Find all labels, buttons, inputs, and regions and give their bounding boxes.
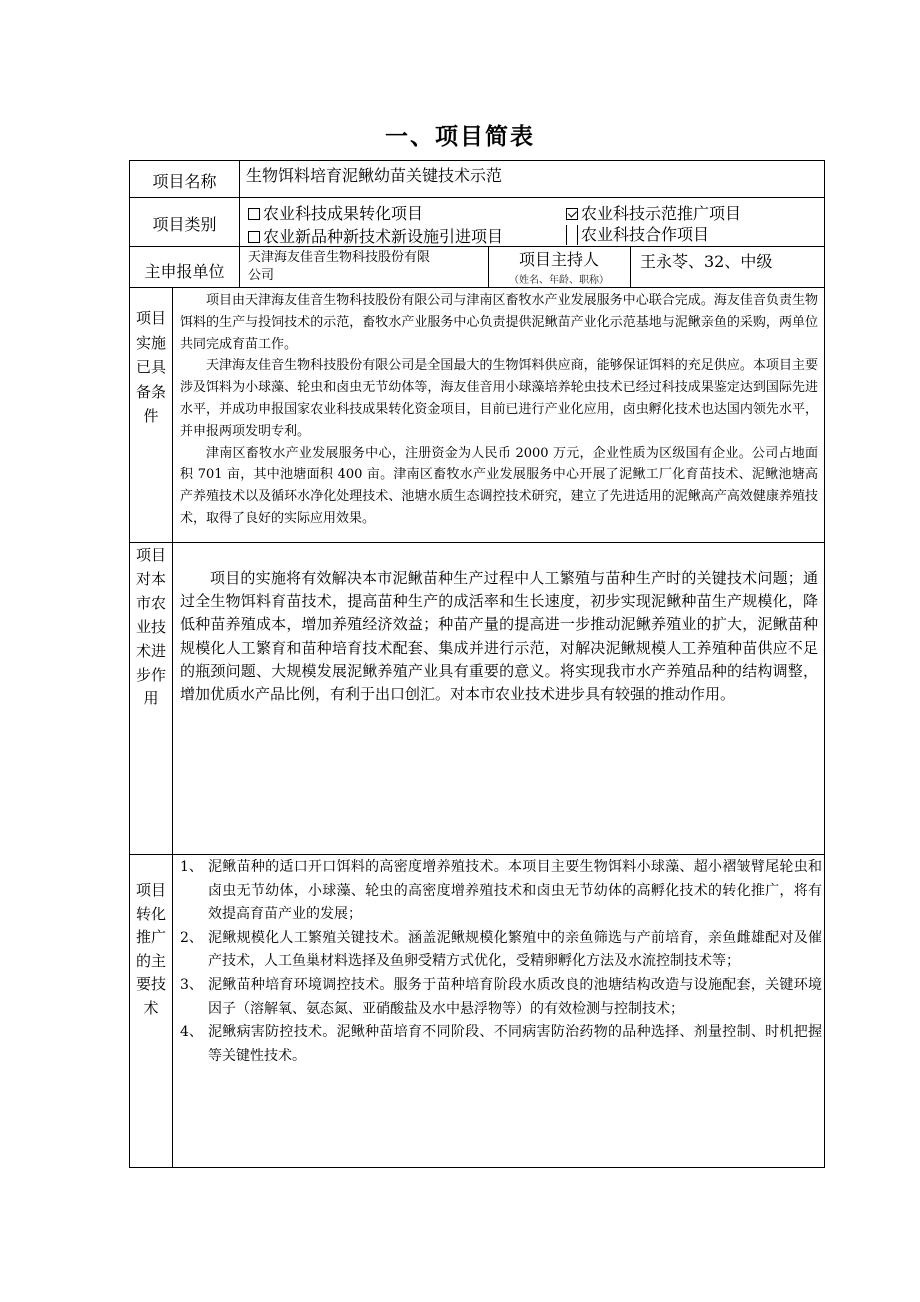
list-item	[180, 974, 822, 1021]
host-value: 王永苓、32、中级	[640, 252, 773, 271]
category-option[interactable]	[248, 201, 423, 224]
applicant-label: 主申报单位	[144, 262, 225, 281]
project-name-value: 生物饵料培育泥鳅幼苗关键技术示范	[246, 166, 503, 185]
checkbox-icon[interactable]	[248, 231, 260, 243]
category-option[interactable]	[248, 224, 503, 247]
category-option[interactable]	[566, 222, 709, 245]
list-item-number: 3、	[180, 976, 203, 993]
col-divider	[172, 287, 173, 1168]
effect-label: 项目对本市农业技术进步作用	[135, 546, 166, 708]
conditions-text	[180, 290, 818, 530]
project-name-label: 项目名称	[152, 172, 217, 191]
list-item	[180, 1021, 822, 1068]
list-item-number: 1、	[180, 859, 203, 875]
host-sublabel: （姓名、年龄、职称）	[509, 275, 609, 286]
page-title: 一、项目简表	[385, 124, 535, 150]
list-item-text: 泥鳅规模化人工繁殖关键技术。涵盖泥鳅规模化繁殖中的亲鱼筛选与产前培育，亲鱼雌雄配对及催产技术，人工鱼巢材料选择及鱼卵受精方式优化，受精卵孵化方法及水流控制技术等；	[208, 929, 822, 970]
col-divider	[239, 161, 240, 287]
row-divider	[130, 287, 824, 288]
project-category-label: 项目类别	[152, 215, 217, 234]
category-option-label: 农业科技合作项目	[581, 225, 710, 244]
category-option-label: 农业科技示范推广项目	[581, 204, 742, 223]
conditions-paragraph: 天津海友佳音生物科技股份有限公司是全国最大的生物饵料供应商，能够保证饵料的充足供应。本项目主要涉及饵料为小球藻、轮虫和卤虫无节幼体等，海友佳音用小球藻培养轮虫技术已经过科技成果鉴定达到国际先进水平，并成功申报国家农业科技成果转化资金项目，目前已进行产业化应用，卤虫孵化技术也达国内领先水平，并申报两项发明专利。	[180, 358, 818, 439]
tech-list	[180, 856, 822, 1068]
col-divider	[630, 246, 631, 287]
tech-label: 项目转化推广的主要技术	[135, 881, 166, 1017]
row-divider	[130, 854, 824, 855]
checkbox-icon[interactable]	[566, 225, 578, 245]
conditions-paragraph: 津南区畜牧水产业发展服务中心，注册资金为人民币 2000 万元，企业性质为区级国有企业。公司占地面积 701 亩，其中池塘面积 400 亩。津南区畜牧水产业发展服务中心开展了泥鳅工厂化育苗技术、泥鳅池塘高产养殖技术以及循环水净化处理技术、池塘水质生态调控技术研究，建立了先进适用的泥鳅高产高效健康养殖技术，取得了良好的实际应用效果。	[180, 445, 818, 526]
list-item-number: 2、	[180, 929, 203, 946]
category-option[interactable]	[566, 201, 741, 224]
checked-checkbox-icon[interactable]	[566, 208, 578, 220]
applicant-unit-line1: 天津海友佳音生物科技股份有限	[248, 250, 431, 265]
list-item-text: 泥鳅病害防控技术。泥鳅种苗培育不同阶段、不同病害防治药物的品种选择、剂量控制、时机把握等关键性技术。	[208, 1024, 822, 1064]
row-divider	[130, 542, 824, 543]
applicant-unit-line2: 公司	[248, 268, 275, 283]
category-option-label: 农业新品种新技术新设施引进项目	[263, 227, 504, 246]
list-item-number: 4、	[180, 1024, 203, 1041]
list-item-text: 泥鳅苗种培育环境调控技术。服务于苗种培育阶段水质改良的池塘结构改造与设施配套，关键环境因子（溶解氧、氨态氮、亚硝酸盐及水中悬浮物等）的有效检测与控制技术；	[208, 976, 822, 1017]
category-option-label: 农业科技成果转化项目	[263, 204, 424, 223]
checkbox-icon[interactable]	[248, 208, 260, 220]
conditions-label: 项目实施已具备条件	[135, 309, 166, 425]
row-divider	[130, 197, 824, 198]
list-item	[180, 927, 822, 974]
list-item	[180, 856, 822, 927]
list-item-text: 泥鳅苗种的适口开口饵料的高密度增养殖技术。本项目主要生物饵料小球藻、超小褶皱臂尾轮虫和卤虫无节幼体，小球藻、轮虫的高密度增养殖技术和卤虫无节幼体的高孵化技术的转化推广，将有效提高育苗产业的发展；	[208, 859, 822, 923]
effect-paragraph: 项目的实施将有效解决本市泥鳅苗种生产过程中人工繁殖与苗种生产时的关键技术问题；通过全生物饵料育苗技术，提高苗种生产的成活率和生长速度，初步实现泥鳅种苗生产规模化，降低种苗养殖成本，增加养殖经济效益；种苗产量的提高进一步推动泥鳅养殖业的扩大，泥鳅苗种规模化人工繁育和苗种培育技术配套、集成并进行示范，对解决泥鳅规模人工养殖种苗供应不足的瓶颈问题、大规模发展泥鳅养殖产业具有重要的意义。将实现我市水产养殖品种的结构调整，增加优质水产品比例，有利于出口创汇。对本市农业技术进步具有较强的推动作用。	[180, 569, 818, 704]
project-summary-table	[129, 160, 825, 1168]
conditions-paragraph: 项目由天津海友佳音生物科技股份有限公司与津南区畜牧水产业发展服务中心联合完成。海友佳音负责生物饵料的生产与投饲技术的示范，畜牧水产业服务中心负责提供泥鳅苗产业化示范基地与泥鳅亲鱼的采购，两单位共同完成育苗工作。	[180, 293, 818, 352]
host-label: 项目主持人	[518, 250, 599, 269]
